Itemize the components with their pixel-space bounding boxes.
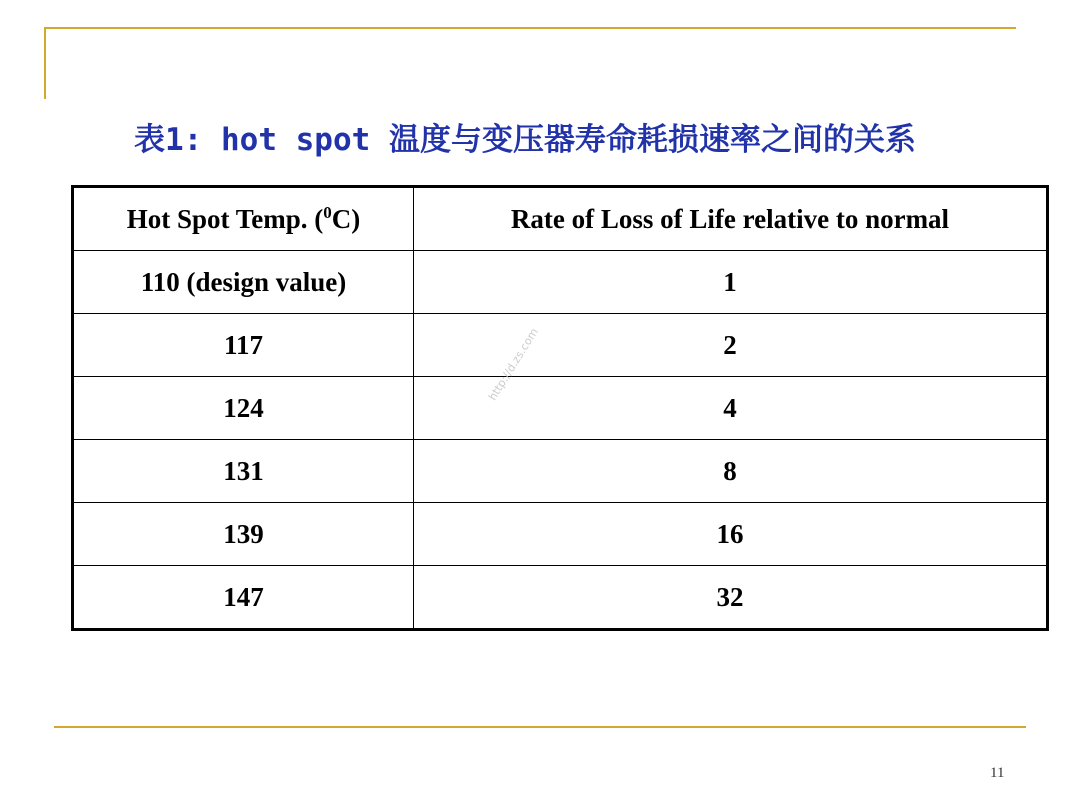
table-header-row (73, 187, 1048, 251)
cell-temp: 131 (73, 440, 414, 503)
header-temp-suffix: C) (331, 203, 361, 234)
hot-spot-life-table (71, 185, 1049, 631)
top-divider-line (44, 27, 1016, 29)
cell-rate: 2 (414, 314, 1048, 377)
bottom-divider-line (54, 726, 1026, 728)
cell-rate: 4 (414, 377, 1048, 440)
table-row (73, 251, 1048, 314)
data-table-container (71, 185, 1046, 631)
cell-temp: 147 (73, 566, 414, 630)
watermark-text: http://d.zs.com (486, 325, 541, 403)
header-rate-of-loss: Rate of Loss of Life relative to normal (414, 187, 1048, 251)
header-temp-prefix: Hot Spot Temp. ( (126, 203, 324, 234)
slide-title: 表1: hot spot 温度与变压器寿命耗损速率之间的关系 (134, 122, 916, 158)
cell-rate: 16 (414, 503, 1048, 566)
cell-temp: 124 (73, 377, 414, 440)
cell-temp: 117 (73, 314, 414, 377)
page-number: 11 (990, 765, 1005, 781)
cell-rate: 8 (414, 440, 1048, 503)
cell-rate: 1 (414, 251, 1048, 314)
table-row (73, 314, 1048, 377)
cell-rate: 32 (414, 566, 1048, 630)
table-row (73, 377, 1048, 440)
table-row (73, 440, 1048, 503)
cell-temp: 110 (design value) (73, 251, 414, 314)
table-row (73, 566, 1048, 630)
left-accent-line (44, 27, 46, 99)
cell-temp: 139 (73, 503, 414, 566)
header-temp-superscript: 0 (323, 202, 332, 222)
table-row (73, 503, 1048, 566)
header-hot-spot-temp (73, 187, 414, 251)
